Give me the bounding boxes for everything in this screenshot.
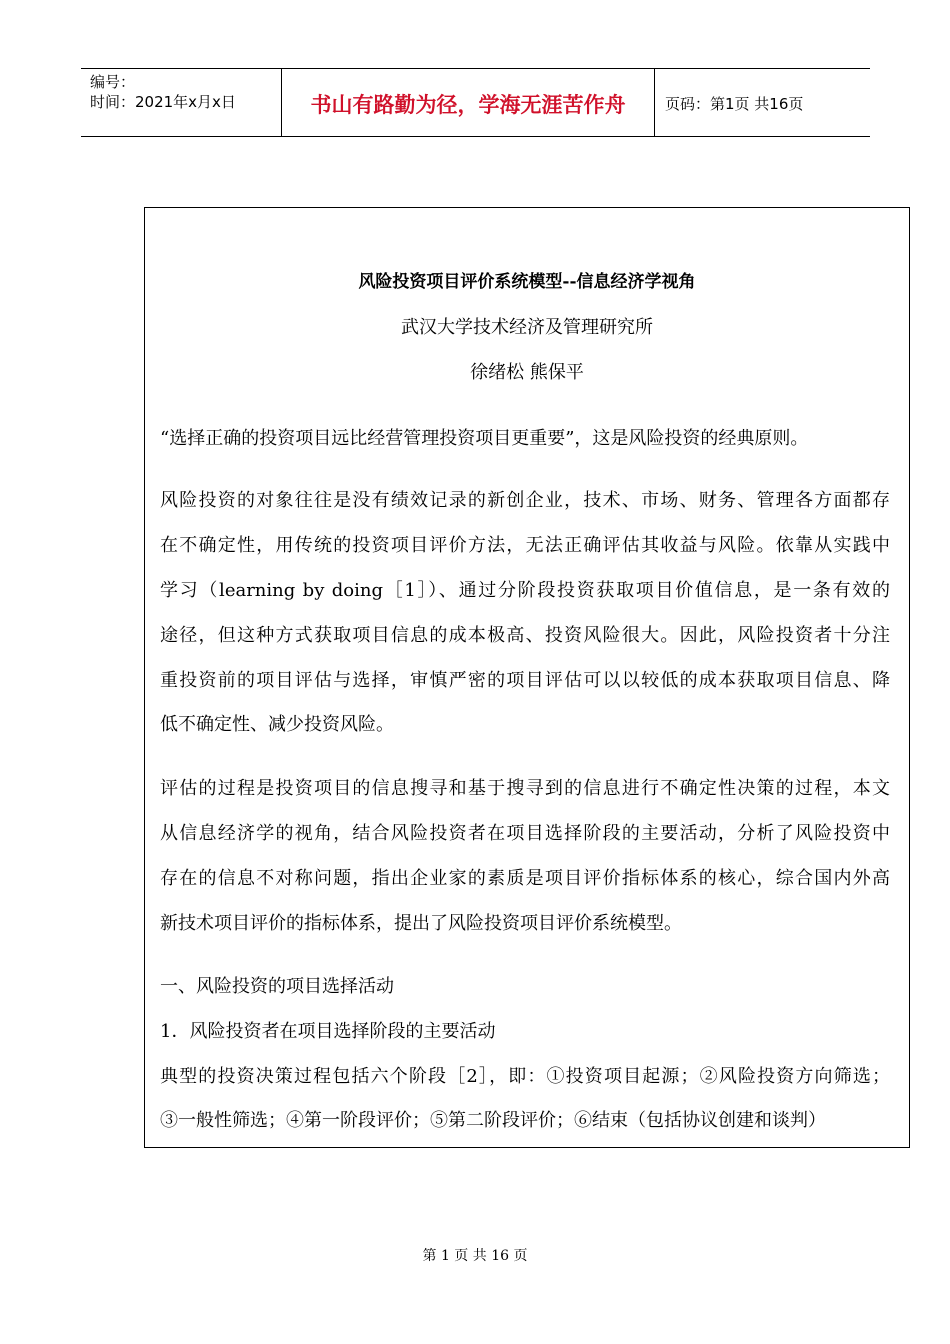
article-title: 风险投资项目评价系统模型--信息经济学视角 (358, 272, 696, 292)
paragraph-line: “选择正确的投资项目远比经营管理投资项目更重要”，这是风险投资的经典原则。 (160, 428, 809, 449)
paragraph-line: 典型的投资决策过程包括六个阶段［2］，即：①投资项目起源；②风险投资方向筛选； (160, 1066, 890, 1087)
section-heading: 一、风险投资的项目选择活动 (160, 976, 394, 997)
paragraph-line: 存在的信息不对称问题，指出企业家的素质是项目评价指标体系的核心，综合国内外高 (160, 868, 890, 889)
header-meta (90, 72, 236, 112)
paragraph-line: 重投资前的项目评估与选择，审慎严密的项目评估可以以较低的成本获取项目信息、降 (160, 670, 890, 691)
header-divider-right (654, 69, 655, 137)
paragraph-line: 风险投资的对象往往是没有绩效记录的新创企业，技术、市场、财务、管理各方面都存 (160, 490, 890, 511)
paragraph-line: 途径，但这种方式获取项目信息的成本极高、投资风险很大。因此，风险投资者十分注 (160, 625, 890, 646)
header-motto: 书山有路勤为径，学海无涯苦作舟 (310, 93, 626, 117)
paragraph-line: 低不确定性、减少投资风险。 (160, 714, 394, 735)
paragraph-line: 学习（learning by doing［1］）、通过分阶段投资获取项目价值信息，是一条有效的 (160, 580, 890, 601)
number-label: 编号： (90, 73, 136, 91)
article-affiliation: 武汉大学技术经济及管理研究所 (401, 317, 653, 338)
subsection-heading: 1．风险投资者在项目选择阶段的主要活动 (160, 1021, 496, 1042)
header-page-number: 页码：第1页 共16页 (665, 95, 804, 113)
paragraph-line: 在不确定性，用传统的投资项目评价方法，无法正确评估其收益与风险。依靠从实践中 (160, 535, 890, 556)
header-top-rule (81, 68, 870, 69)
header-bottom-rule (81, 136, 870, 137)
page-footer: 第 1 页 共 16 页 (422, 1248, 528, 1264)
paragraph-line: 从信息经济学的视角，结合风险投资者在项目选择阶段的主要活动，分析了风险投资中 (160, 823, 890, 844)
header-divider-left (281, 69, 282, 137)
paragraph-line: ③一般性筛选；④第一阶段评价；⑤第二阶段评价；⑥结束（包括协议创建和谈判） (160, 1110, 826, 1131)
time-label: 时间：2021年x月x日 (90, 93, 236, 111)
article-authors: 徐绪松 熊保平 (470, 362, 584, 383)
paragraph-line: 新技术项目评价的指标体系，提出了风险投资项目评价系统模型。 (160, 913, 682, 934)
paragraph-line: 评估的过程是投资项目的信息搜寻和基于搜寻到的信息进行不确定性决策的过程，本文 (160, 778, 890, 799)
